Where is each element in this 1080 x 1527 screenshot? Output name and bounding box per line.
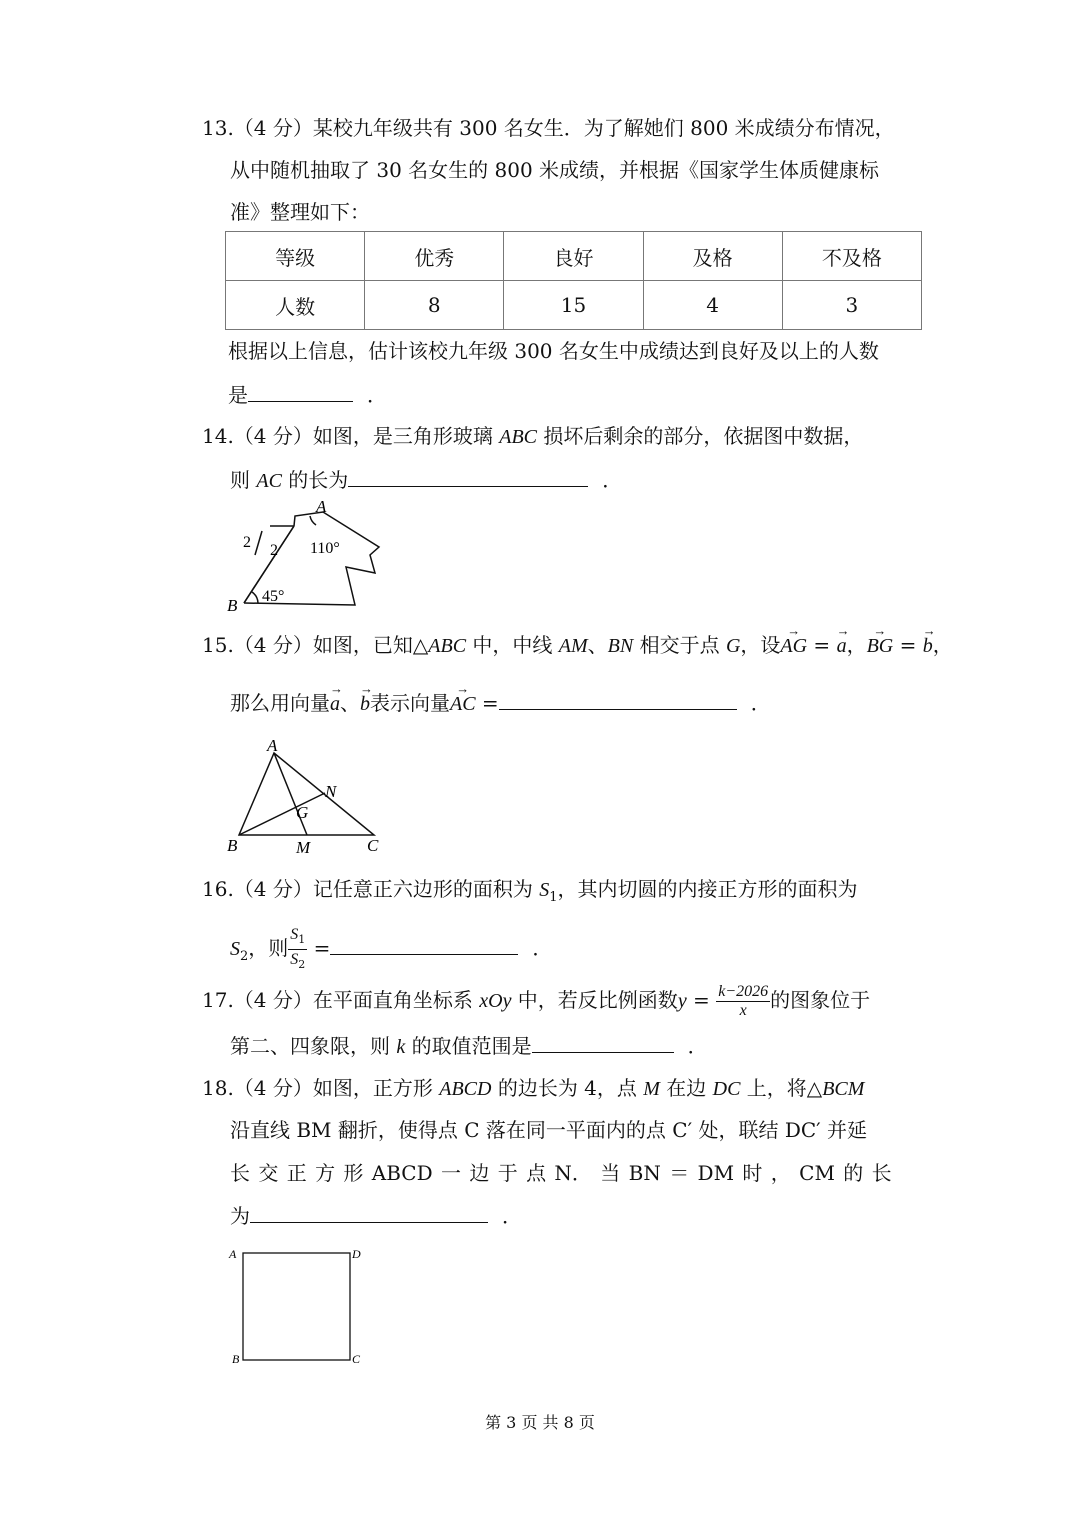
vector-b: → b bbox=[923, 633, 933, 659]
q14-line2 bbox=[230, 466, 622, 494]
q17-var: xOy bbox=[479, 990, 512, 1012]
table-header-row bbox=[226, 232, 922, 281]
table-row bbox=[226, 281, 922, 330]
q15-label-a: A bbox=[267, 736, 278, 755]
table-cell: 8 bbox=[365, 281, 504, 330]
q15-line1: 15.（4 分）如图，已知△ABC 中，中线 AM、BN 相交于点 G，设→ AG = → a，→ BG = → b， bbox=[202, 632, 953, 659]
q14-text: 损坏后剩余的部分，依据图中数据， bbox=[537, 424, 864, 448]
q13-line4: 根据以上信息，估计该校九年级 300 名女生中成绩达到良好及以上的人数 bbox=[228, 339, 879, 363]
q14-line1 bbox=[202, 423, 863, 450]
q15-label-c: C bbox=[367, 836, 379, 855]
q14-text: 的长为 bbox=[281, 468, 349, 492]
q16-var: S bbox=[539, 879, 550, 901]
q17-text: 17.（4 分）在平面直角坐标系 bbox=[202, 988, 480, 1012]
table-cell: 3 bbox=[782, 281, 921, 330]
table-header-cell: 等级 bbox=[226, 232, 365, 281]
q16-var: S bbox=[230, 938, 240, 961]
q17-fraction: $\frac{k-2026}{x}$ bbox=[718, 983, 769, 1019]
q18-var: DC bbox=[712, 1078, 741, 1100]
q18-line1 bbox=[202, 1075, 864, 1102]
vector-ag: → AG bbox=[780, 633, 807, 659]
q14-answer-blank[interactable] bbox=[348, 466, 588, 487]
q14-var: ABC bbox=[499, 426, 538, 448]
q18-var: M bbox=[643, 1078, 660, 1100]
page-footer: 第 3 页 共 8 页 bbox=[485, 1413, 595, 1432]
q14-text: 则 bbox=[230, 468, 257, 492]
q18-figure bbox=[226, 1245, 371, 1370]
q13-line3: 准》整理如下： bbox=[230, 200, 370, 224]
q14-angle-a: 110° bbox=[310, 540, 340, 557]
q16-text: ，其内切圆的内接正方形的面积为 bbox=[557, 877, 858, 901]
q17-answer-blank[interactable] bbox=[532, 1032, 674, 1053]
q18-label-d: D bbox=[352, 1247, 361, 1261]
q16-subscript: 1 bbox=[549, 890, 558, 905]
q14-label-b: B bbox=[227, 596, 238, 615]
q15-var: AM bbox=[558, 635, 588, 657]
q15-text: 中，中线 bbox=[466, 633, 559, 657]
q16-period: ． bbox=[532, 936, 553, 961]
q15-figure bbox=[222, 735, 392, 860]
q18-label-b: B bbox=[232, 1352, 240, 1366]
q16-line2: $S_2$，则 $\frac{S_1}{S_2}$ = ． bbox=[230, 925, 552, 974]
q18-period: ． bbox=[502, 1204, 522, 1228]
q17-var: k bbox=[396, 1036, 406, 1058]
q13-line1: 13.（4 分）某校九年级共有 300 名女生．为了解她们 800 米成绩分布情况， bbox=[202, 116, 895, 140]
q16-answer-blank[interactable] bbox=[330, 934, 518, 955]
q13-answer-blank[interactable] bbox=[248, 381, 353, 402]
q15-period: ． bbox=[750, 691, 771, 715]
q18-text: 在边 bbox=[659, 1076, 713, 1100]
q16-line1 bbox=[202, 876, 858, 911]
table-cell: 15 bbox=[504, 281, 643, 330]
q17-text: 的取值范围是 bbox=[405, 1034, 532, 1058]
table-header-cell: 及格 bbox=[643, 232, 782, 281]
vector-a: → a bbox=[837, 633, 847, 659]
q15-text: ，设 bbox=[740, 633, 781, 657]
table-cell: 人数 bbox=[226, 281, 365, 330]
q14-figure bbox=[222, 495, 392, 615]
q14-side-label2: 2 bbox=[270, 542, 278, 559]
q14-text: 14.（4 分）如图，是三角形玻璃 bbox=[202, 424, 500, 448]
q18-line3: 长 交 正 方 形 ABCD 一 边 于 点 N． 当 BN ＝ DM 时 ， CM 的 长 bbox=[230, 1161, 892, 1185]
q18-var: BCM bbox=[822, 1078, 865, 1100]
q15-text: 15.（4 分）如图，已知△ bbox=[202, 633, 429, 657]
q18-answer-blank[interactable] bbox=[250, 1202, 488, 1223]
grade-table bbox=[225, 231, 922, 330]
vector-b: → b bbox=[360, 691, 370, 717]
q17-period: ． bbox=[687, 1034, 708, 1058]
q18-text: 18.（4 分）如图，正方形 bbox=[202, 1076, 440, 1100]
q18-label-a: A bbox=[229, 1247, 237, 1261]
q13-period: ． bbox=[367, 383, 387, 407]
q15-text: 表示向量 bbox=[370, 691, 450, 715]
q15-text: 、 bbox=[587, 633, 608, 657]
q17-line1: 17.（4 分）在平面直角坐标系 xOy 中，若反比例函数y = $\frac{k-2026}{x}$ 的图象位于 bbox=[202, 983, 871, 1019]
q15-label-g: G bbox=[296, 803, 309, 822]
q15-answer-blank[interactable] bbox=[499, 689, 737, 710]
q17-line2 bbox=[230, 1032, 708, 1060]
q15-var: BN bbox=[607, 635, 634, 657]
q16-text: 16.（4 分）记任意正六边形的面积为 bbox=[202, 877, 540, 901]
vector-bg: → BG bbox=[867, 633, 894, 659]
q18-text: 上，将△ bbox=[740, 1076, 823, 1100]
table-header-cell: 优秀 bbox=[365, 232, 504, 281]
q17-text: 第二、四象限，则 bbox=[230, 1034, 397, 1058]
q14-label-a: A bbox=[316, 497, 327, 516]
q18-line2: 沿直线 BM 翻折，使得点 C 落在同一平面内的点 C′ 处，联结 DC′ 并延 bbox=[230, 1118, 868, 1142]
q15-var: G bbox=[725, 635, 741, 657]
q14-period: ． bbox=[602, 468, 623, 492]
q13-text: 是 bbox=[228, 383, 248, 407]
vector-ac: → AC bbox=[450, 691, 476, 717]
table-header-cell: 不及格 bbox=[782, 232, 921, 281]
q15-text: 那么用向量 bbox=[230, 691, 330, 715]
q18-var: ABCD bbox=[439, 1078, 492, 1100]
q13-line5 bbox=[228, 381, 387, 408]
vector-a: → a bbox=[330, 691, 340, 717]
q14-var: AC bbox=[256, 470, 282, 492]
q16-text: ，则 bbox=[248, 936, 289, 961]
q15-line2: 那么用向量→ a、→ b表示向量→ AC = ． bbox=[230, 689, 771, 717]
q15-label-m: M bbox=[296, 838, 311, 857]
q15-label-n: N bbox=[325, 782, 337, 801]
q17-text: 的图象位于 bbox=[770, 988, 871, 1012]
q17-text: 中，若反比例函数 bbox=[511, 988, 678, 1012]
q18-text: 的边长为 4，点 bbox=[491, 1076, 644, 1100]
q13-line2: 从中随机抽取了 30 名女生的 800 米成绩，并根据《国家学生体质健康标 bbox=[230, 158, 880, 182]
q15-label-b: B bbox=[227, 836, 238, 855]
q16-subscript: 2 bbox=[240, 949, 249, 965]
q14-side-label: 2 bbox=[243, 534, 251, 551]
q18-label-c: C bbox=[352, 1352, 361, 1366]
table-cell: 4 bbox=[643, 281, 782, 330]
q16-fraction: $\frac{S_1}{S_2}$ bbox=[290, 926, 306, 972]
q15-var: ABC bbox=[428, 635, 467, 657]
q18-text: 为 bbox=[230, 1204, 250, 1228]
table-header-cell: 良好 bbox=[504, 232, 643, 281]
q15-text: 相交于点 bbox=[633, 633, 726, 657]
q18-line4 bbox=[230, 1202, 522, 1229]
q14-angle-b: 45° bbox=[262, 588, 285, 605]
